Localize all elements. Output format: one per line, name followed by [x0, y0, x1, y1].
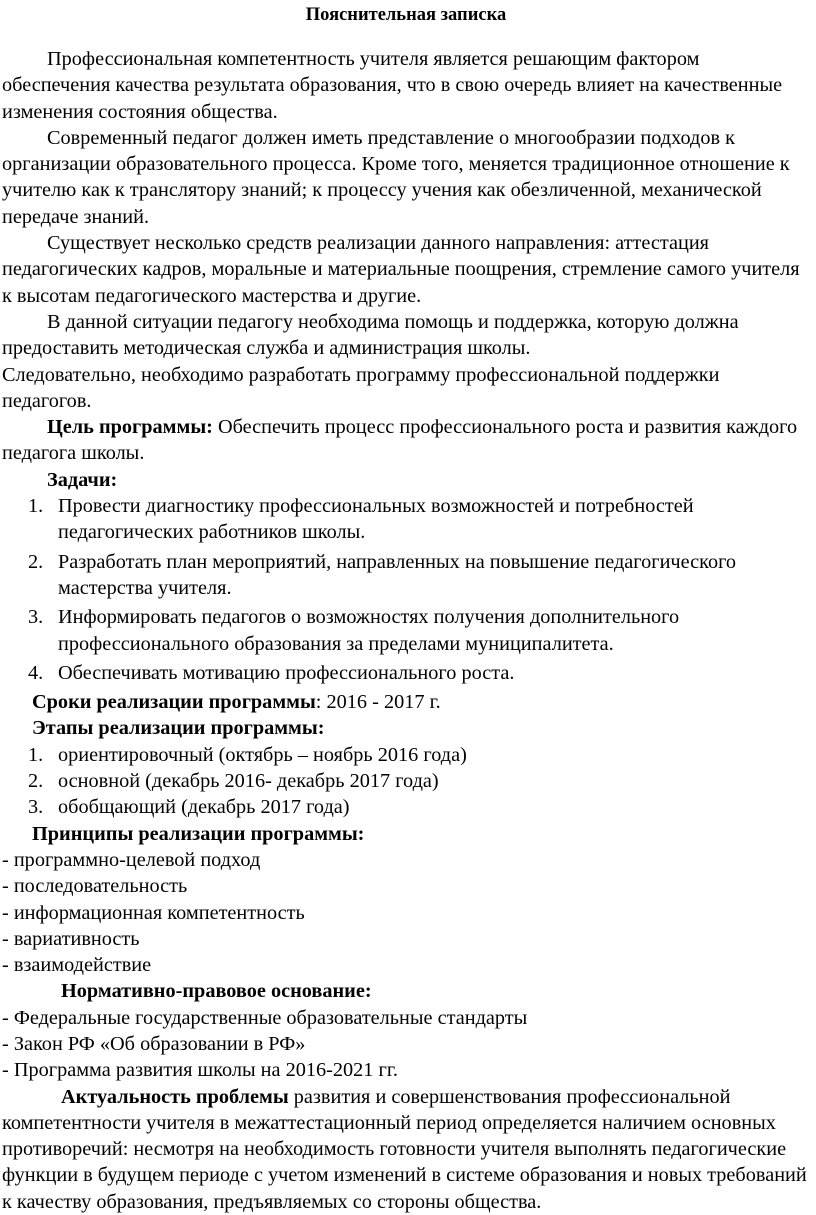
page-title: Пояснительная записка — [305, 5, 507, 25]
goal-paragraph — [2, 414, 810, 467]
tasks-heading: Задачи: — [47, 468, 118, 491]
task-number: 4. — [28, 661, 44, 684]
stage-number: 3. — [28, 796, 44, 819]
task-item — [2, 604, 810, 657]
task-text: Информировать педагогов о возможностях получения дополнительного профессионального образования за пределами муниципалитета. — [58, 606, 680, 655]
task-item — [2, 660, 810, 686]
principle-item: - последовательность — [2, 875, 188, 898]
terms-line — [2, 689, 810, 715]
stage-item — [2, 794, 810, 820]
task-text: Обеспечивать мотивацию профессионального роста. — [58, 661, 515, 684]
task-text: Разработать план мероприятий, направленных на повышение педагогического мастерства учителя. — [58, 550, 737, 599]
stages-heading: Этапы реализации программы: — [32, 717, 325, 740]
principle-item: - информационная компетентность — [2, 901, 305, 924]
legal-heading: Нормативно-правовое основание: — [61, 980, 372, 1003]
stage-item — [2, 768, 810, 794]
intro-paragraph-3: Существует несколько средств реализации данного направления: аттестация педагогических кадров, моральные и материальные поощрения, стремление самого учителя к высотам педагогического мастерства и другие. — [2, 232, 800, 307]
principle-item: - вариативность — [2, 927, 140, 950]
stage-number: 1. — [28, 743, 44, 766]
task-item — [2, 549, 810, 602]
intro-paragraph-1: Профессиональная компетентность учителя является решающим фактором обеспечения качества результата образования, что в свою очередь влияет на качественные изменения состояния общества. — [2, 48, 783, 123]
stage-text: обобщающий (декабрь 2017 года) — [58, 796, 350, 819]
intro-paragraph-2: Современный педагог должен иметь представление о многообразии подходов к организации образовательного процесса. Кроме того, меняется традиционное отношение к учителю как к транслятору знаний; к процессу учения как обезличенной, механической передаче знаний. — [2, 126, 790, 228]
stage-text: основной (декабрь 2016- декабрь 2017 года) — [58, 770, 439, 793]
principles-heading: Принципы реализации программы: — [32, 822, 365, 845]
terms-label: Сроки реализации программы — [32, 691, 316, 714]
legal-item: - Закон РФ «Об образовании в РФ» — [2, 1032, 306, 1055]
stage-text: ориентировочный (октябрь – ноябрь 2016 года) — [58, 743, 467, 766]
task-number: 3. — [28, 606, 44, 629]
task-text: Провести диагностику профессиональных возможностей и потребностей педагогических работников школы. — [58, 495, 694, 544]
relevance-label: Актуальность проблемы — [61, 1085, 289, 1108]
legal-item: - Федеральные государственные образовательные стандарты — [2, 1006, 528, 1029]
principle-item: - программно-целевой подход — [2, 848, 261, 871]
relevance-paragraph — [2, 1084, 810, 1215]
terms-value: : 2016 - 2017 г. — [315, 691, 441, 714]
stage-number: 2. — [28, 770, 44, 793]
intro-paragraph-5: Следовательно, необходимо разработать программу профессиональной поддержки педагогов. — [2, 363, 720, 412]
tasks-list — [2, 493, 810, 686]
goal-label: Цель программы: — [47, 416, 213, 439]
stages-list — [2, 742, 810, 821]
task-number: 2. — [28, 550, 44, 573]
legal-item: - Программа развития школы на 2016-2021 гг. — [2, 1059, 398, 1082]
principle-item: - взаимодействие — [2, 954, 152, 977]
task-item — [2, 493, 810, 546]
goal-text: Обеспечить процесс профессионального роста и развития каждого педагога школы. — [2, 416, 798, 465]
relevance-text: развития и совершенствования профессиональной компетентности учителя в межаттестационный период определяется наличием основных противоречий: несмотря на необходимость готовности учителя выполнять педагогические функции в будущем периоде с учетом изменений в системе образования и новых требований к качеству образования, предъявляемых со стороны общества. — [2, 1085, 807, 1213]
task-number: 1. — [28, 495, 44, 518]
stage-item — [2, 742, 810, 768]
intro-paragraph-4: В данной ситуации педагогу необходима помощь и поддержка, которую должна предоставить методическая служба и администрация школы. — [2, 310, 739, 360]
